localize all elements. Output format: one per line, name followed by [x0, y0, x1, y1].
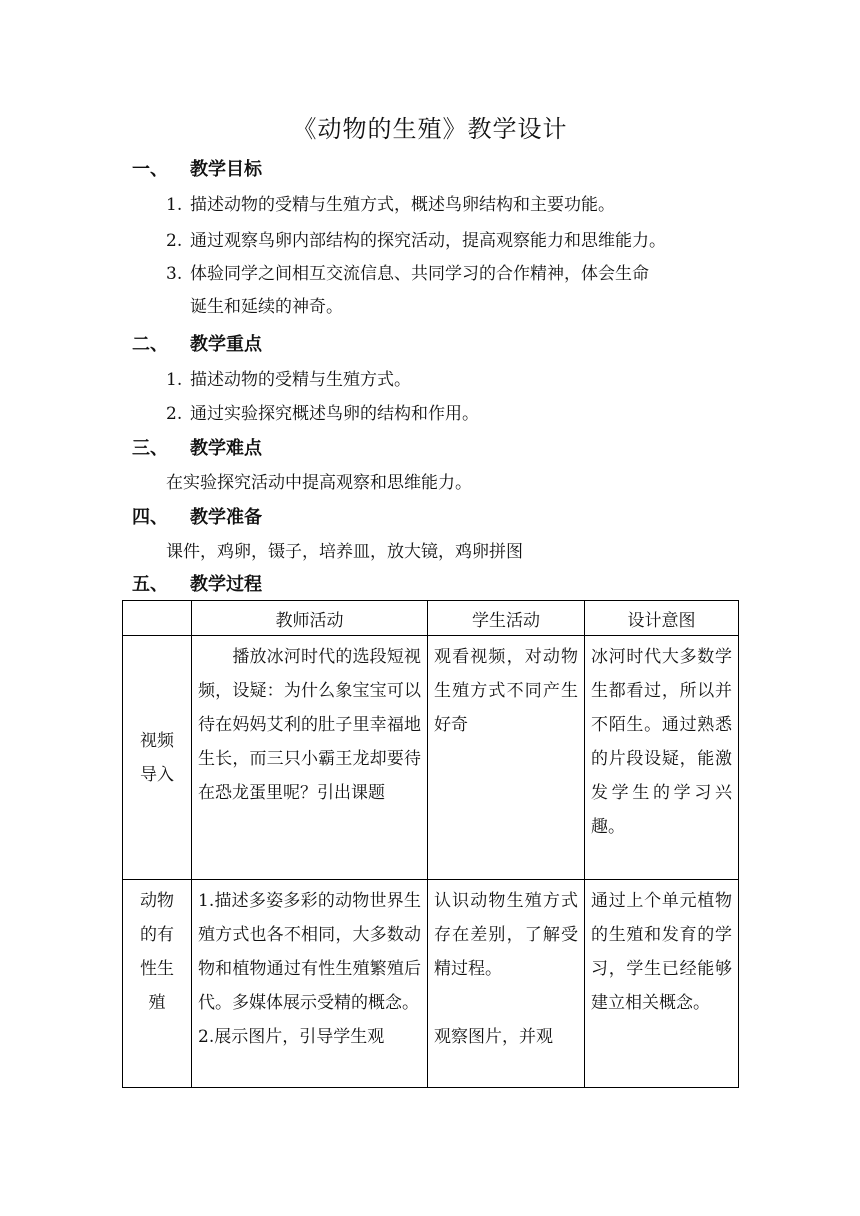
- stage-cell: [123, 880, 192, 1088]
- section-heading-preparation: [132, 505, 262, 531]
- section-heading-process: [132, 572, 262, 598]
- stage-label-line: 的有: [140, 925, 174, 945]
- stage-label: [123, 880, 191, 1020]
- list-item: [166, 258, 649, 290]
- section-heading-key-points: [132, 332, 262, 358]
- section-number: 二、: [132, 334, 168, 355]
- student-activity-paragraph: 认识动物生殖方式存在差别，了解受精过程。: [434, 891, 578, 979]
- section-number: 一、: [132, 159, 168, 180]
- teacher-activity-text: [192, 880, 427, 1058]
- section-label: 教学难点: [190, 438, 262, 459]
- stage-label-line: 性生: [140, 959, 174, 979]
- list-item: [166, 225, 666, 257]
- item-number: 1.: [166, 195, 183, 215]
- section-number: 三、: [132, 438, 168, 459]
- document-title: 《动物的生殖》教学设计: [292, 115, 568, 143]
- stage-label: [123, 724, 191, 792]
- stage-cell: [123, 636, 192, 880]
- section-label: 教学目标: [190, 159, 262, 180]
- header-cell-stage: [123, 601, 192, 636]
- section-label: 教学准备: [190, 507, 262, 528]
- teacher-activity-cell: [192, 880, 428, 1088]
- item-text: 描述动物的受精与生殖方式，概述鸟卵结构和主要功能。: [190, 195, 615, 215]
- list-item: [166, 398, 479, 430]
- section-heading-difficulty: [132, 436, 262, 462]
- list-item: [166, 364, 411, 396]
- list-item-continuation: 诞生和延续的神奇。: [190, 297, 343, 317]
- student-activity-cell: [428, 880, 585, 1088]
- item-number: 3.: [166, 264, 183, 284]
- teacher-activity-paragraph: 2.展示图片，引导学生观: [198, 1027, 385, 1047]
- design-intent-cell: [585, 636, 739, 880]
- section-heading-goals: [132, 157, 262, 183]
- item-text: 通过实验探究概述鸟卵的结构和作用。: [190, 404, 479, 424]
- teacher-activity-cell: [192, 636, 428, 880]
- table-header-row: [123, 601, 739, 636]
- table-row: [123, 880, 739, 1088]
- item-text: 通过观察鸟卵内部结构的探究活动，提高观察能力和思维能力。: [190, 231, 666, 251]
- item-number: 1.: [166, 370, 183, 390]
- student-activity-text: 观看视频，对动物生殖方式不同产生好奇: [434, 647, 578, 735]
- difficulty-text: 在实验探究活动中提高观察和思维能力。: [166, 473, 472, 493]
- section-number: 五、: [132, 574, 168, 595]
- header-cell-teacher: 教师活动: [192, 601, 428, 636]
- student-activity-text: [428, 880, 584, 1058]
- teacher-activity-paragraph: 1.描述多姿多彩的动物世界生殖方式也各不相同，大多数动物和植物通过有性生殖繁殖后代。多媒体展示受精的概念。: [198, 891, 421, 1013]
- section-label: 教学重点: [190, 334, 262, 355]
- item-number: 2.: [166, 231, 183, 251]
- stage-label-line: 殖: [148, 993, 166, 1013]
- stage-label-line: 导入: [140, 764, 174, 785]
- design-intent-cell: [585, 880, 739, 1088]
- student-activity-cell: [428, 636, 585, 880]
- header-cell-student: 学生活动: [428, 601, 585, 636]
- stage-label-line: 动物: [140, 891, 174, 911]
- preparation-text: 课件，鸡卵，镊子，培养皿，放大镜，鸡卵拼图: [166, 542, 523, 562]
- design-intent-text: 冰河时代大多数学生都看过，所以并不陌生。通过熟悉的片段设疑，能激发学生的学习兴趣。: [591, 647, 732, 837]
- student-activity-paragraph: 观察图片，并观: [434, 1027, 553, 1047]
- section-number: 四、: [132, 507, 168, 528]
- section-label: 教学过程: [190, 574, 262, 595]
- table-row: [123, 636, 739, 880]
- item-number: 2.: [166, 404, 183, 424]
- teacher-activity-text: 播放冰河时代的选段短视频，设疑：为什么象宝宝可以待在妈妈艾利的肚子里幸福地生长，而三只小霸王龙却要待在恐龙蛋里呢？引出课题: [198, 647, 421, 803]
- teaching-process-table: [122, 600, 739, 1088]
- item-text: 体验同学之间相互交流信息、共同学习的合作精神，体会生命: [190, 264, 649, 284]
- stage-label-line: 视频: [140, 730, 174, 751]
- item-text: 描述动物的受精与生殖方式。: [190, 370, 411, 390]
- design-intent-text: 通过上个单元植物的生殖和发育的学习，学生已经能够建立相关概念。: [591, 891, 732, 1013]
- header-cell-intent: 设计意图: [585, 601, 739, 636]
- list-item: [166, 189, 615, 221]
